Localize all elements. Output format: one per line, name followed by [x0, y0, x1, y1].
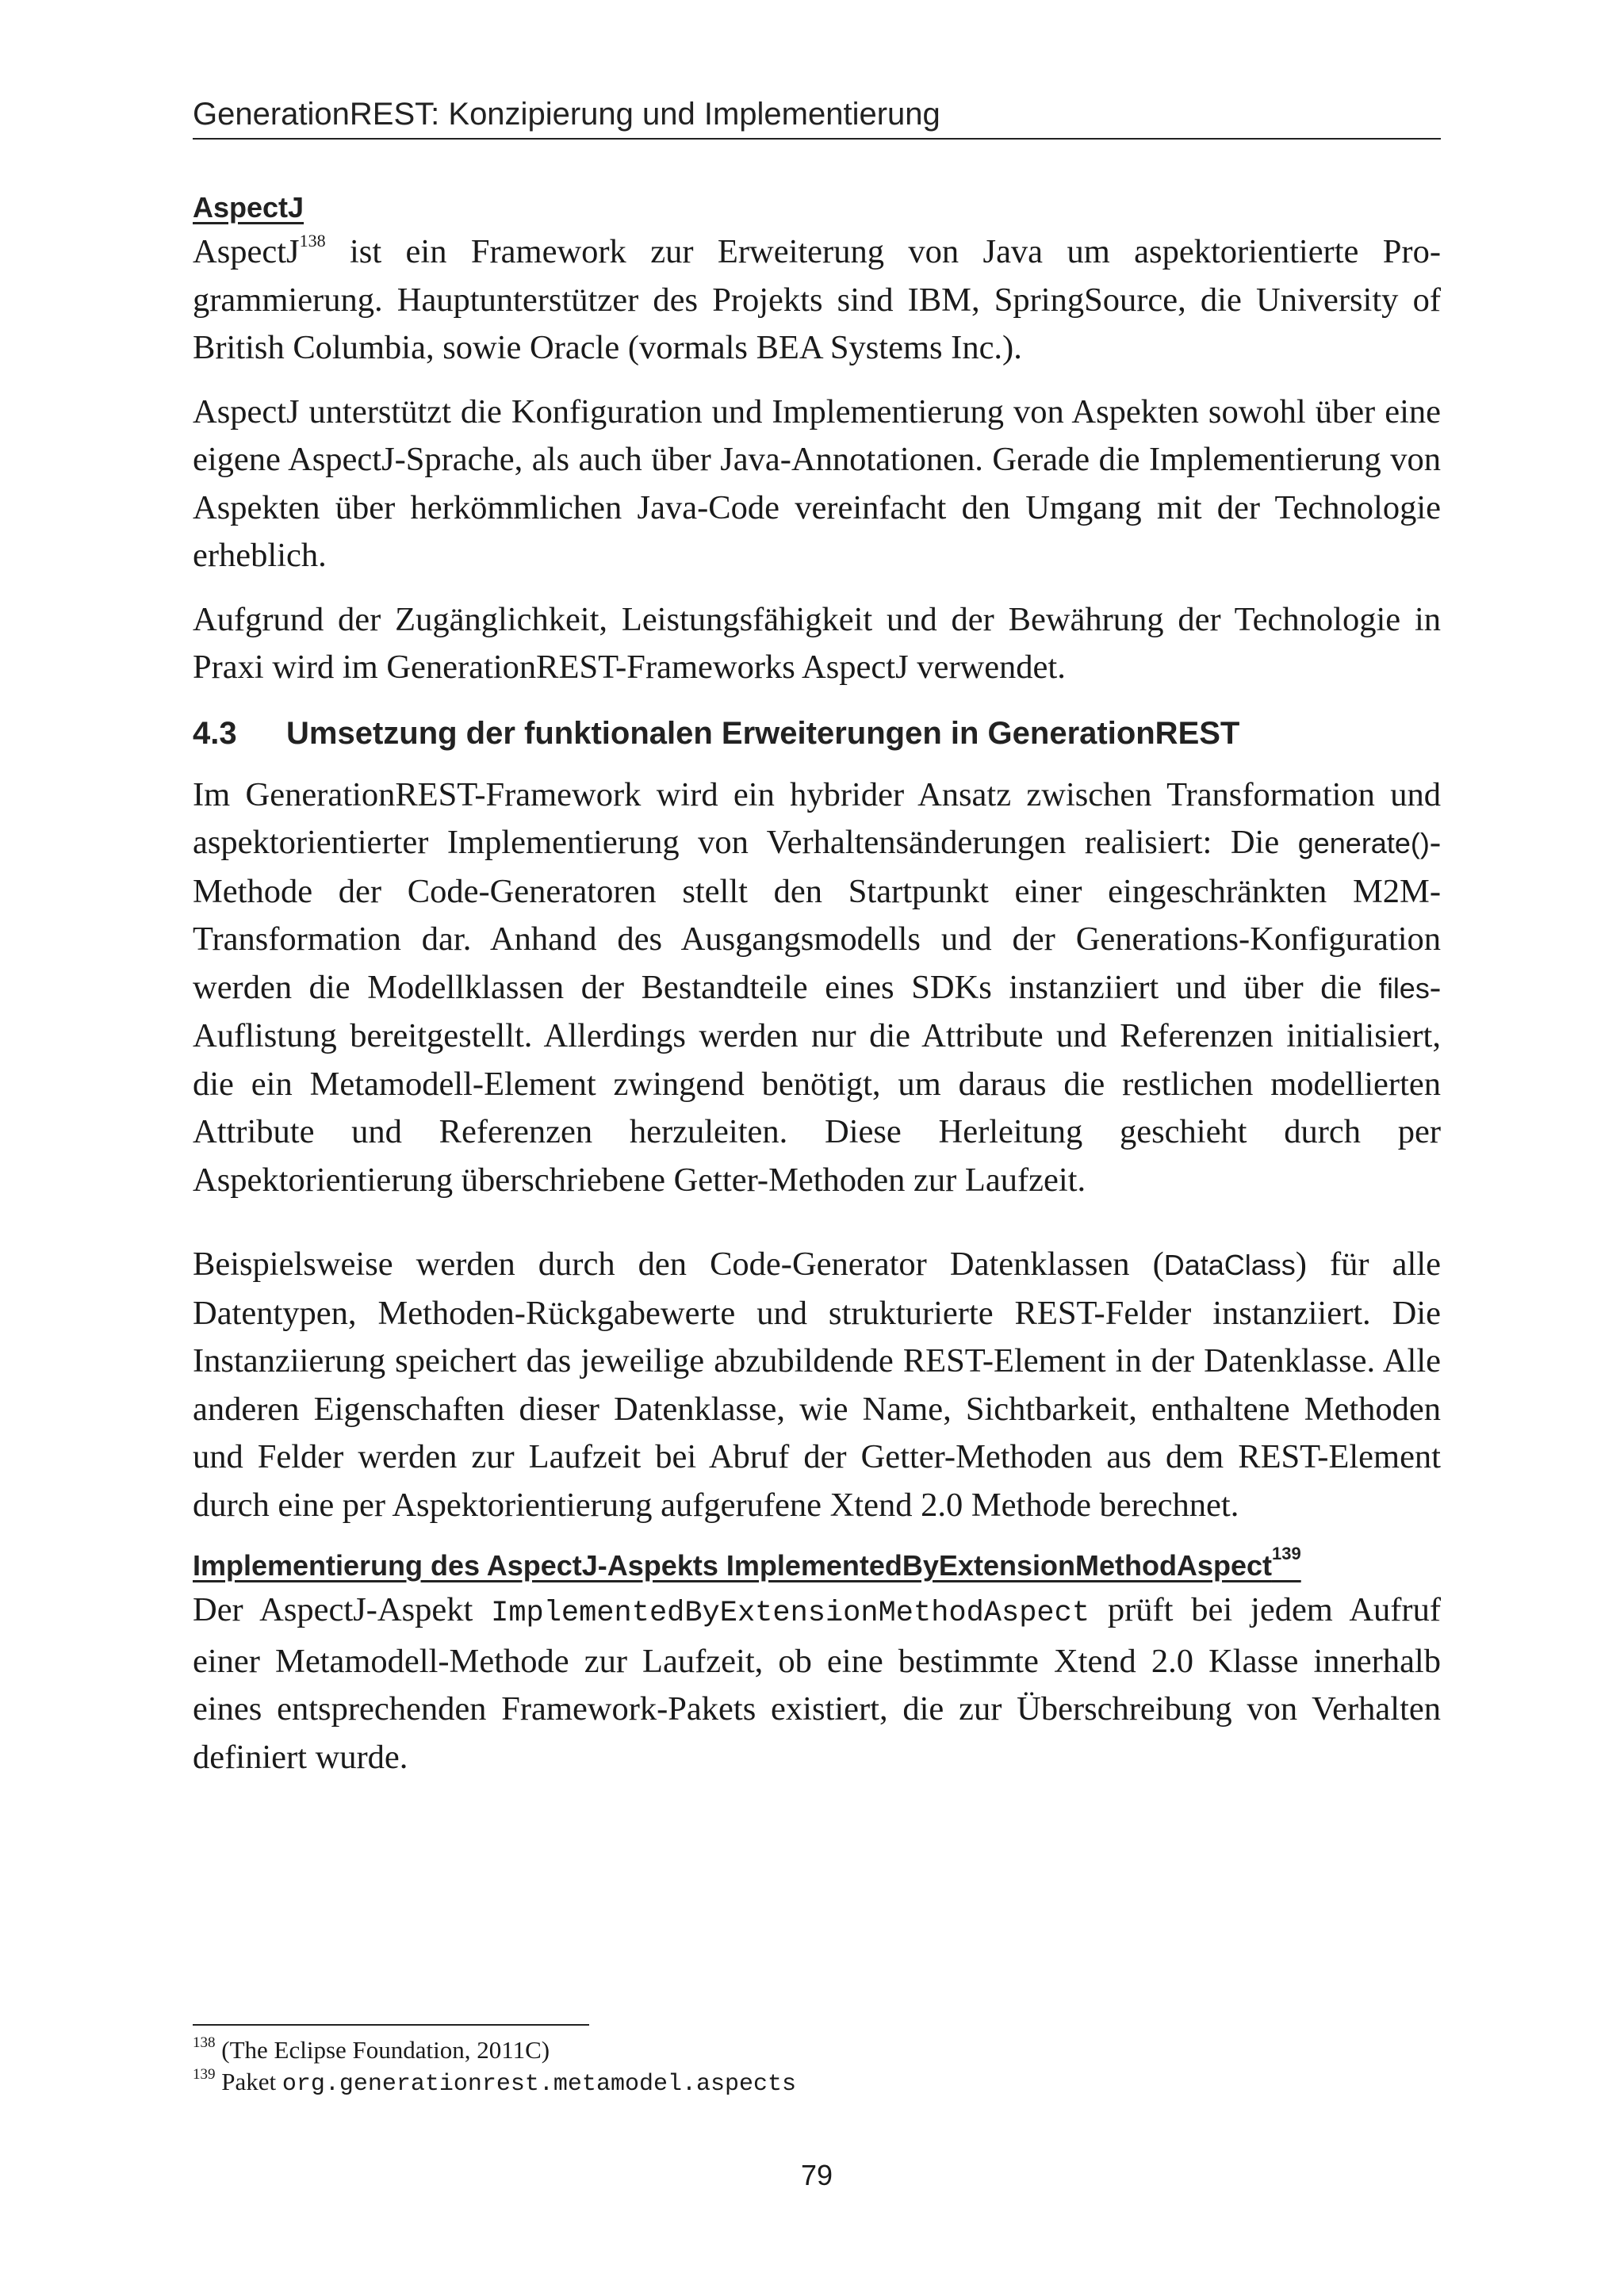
section-heading-4-3	[193, 713, 1441, 754]
footnote-code-package: org.generationrest.metamodel.aspects	[282, 2071, 796, 2098]
aspectj-paragraph-1-text: ist ein Framework zur Erweiterung von Java um aspektorientierte Programmierung. Hauptunterstützer des Projekts sind IBM, SpringSource, die University of British Columbia, sowie Oracle (vormals BEA Systems Inc.).	[193, 233, 1441, 366]
code-files: files	[1378, 971, 1430, 1004]
aspectj-paragraph-3: Aufgrund der Zugänglichkeit, Leistungsfähigkeit und der Bewährung der Technologie in Praxi wird im GenerationREST-Frameworks AspectJ verwendet.	[193, 600, 1441, 686]
header-rule	[193, 138, 1441, 140]
page-content	[193, 187, 1441, 1797]
aspectj-paragraph-2: AspectJ unterstützt die Konfiguration und Implementierung von Aspekten sowohl über eine eigene AspectJ-Sprache, als auch über Java-Annotationen. Gerade die Implementierung von Aspekten über herkömmlichen Java-Code vereinfacht den Umgang mit der Technologie erheblich.	[193, 392, 1441, 574]
para-text: prüft bei jedem Aufruf einer Metamodell-Methode zur Laufzeit, ob eine bestimmte Xtend 2.0 Klasse innerhalb eines entsprechenden Framework-Pakets existiert, die zur Überschreibung von Verhalten definiert wurde.	[193, 1591, 1441, 1776]
footnote-text: Paket	[221, 2068, 282, 2095]
section-4-3-paragraph-1	[193, 771, 1441, 1205]
code-aspect-class: ImplementedByExtensionMethodAspect	[491, 1597, 1090, 1630]
footnote-text: (The Eclipse Foundation, 2011C)	[221, 2036, 550, 2064]
aspectj-paragraph-1	[193, 228, 1441, 373]
section-number: 4.3	[193, 715, 237, 751]
footnote-138	[193, 2034, 1441, 2066]
footnote-139	[193, 2066, 1441, 2100]
aspectj-heading: AspectJ	[193, 191, 304, 224]
footnote-rule	[193, 2024, 589, 2026]
footnote-ref-139[interactable]: 139	[1271, 1544, 1301, 1563]
para-text: -Methode der Code-Generatoren stellt den Startpunkt einer eingeschränkten M2M-Transformation dar. Anhand des Ausgangsmodells und der Generations-Konfiguration werden die Modellklassen der Bestandteile eines SDKs instanziiert und über die	[193, 824, 1441, 1006]
code-generate-method: generate()	[1297, 827, 1430, 859]
code-dataclass: DataClass	[1163, 1249, 1296, 1281]
aspectj-term: AspectJ	[193, 233, 300, 270]
section-title: Umsetzung der funktionalen Erweiterungen in GenerationREST	[286, 715, 1240, 751]
footnote-number: 139	[193, 2066, 216, 2083]
para-text: Im GenerationREST-Framework wird ein hybrider Ansatz zwischen Transformation und aspektorientierter Implementierung von Verhaltensänderungen realisiert: Die	[193, 775, 1441, 861]
para-text: Der AspectJ-Aspekt	[193, 1591, 492, 1628]
footnote-number: 138	[193, 2034, 216, 2051]
page-number: 79	[800, 2159, 833, 2191]
footnotes	[193, 2034, 1441, 2100]
para-text: ) für alle Datentypen, Methoden-Rückgabewerte und strukturierte REST-Felder instanziiert. Die Instanziierung speichert das jeweilige abzubildende REST-Element in der Datenklasse. Alle anderen Eigenschaften dieser Datenklasse, wie Name, Sichtbarkeit, enthaltene Methoden und Felder werden zur Laufzeit bei Abruf der Getter-Methoden aus dem REST-Element durch eine per Aspektorientierung aufgerufene Xtend 2.0 Methode berechnet.	[193, 1246, 1441, 1524]
aspect-impl-heading-text: Implementierung des AspectJ-Aspekts ImplementedByExtensionMethodAspect	[193, 1549, 1272, 1582]
aspect-impl-heading	[193, 1545, 1441, 1586]
document-page	[193, 0, 1441, 2296]
running-header: GenerationREST: Konzipierung und Implementierung	[193, 97, 940, 132]
para-text: -Auflistung bereitgestellt. Allerdings werden nur die Attribute und Referenzen initialisiert, die ein Metamodell-Element zwingend benötigt, um daraus die restlichen modellierten Attribute und Referenzen herzuleiten. Diese Herleitung geschieht durch per Aspektorientierung überschriebene Getter-Methoden zur Laufzeit.	[193, 968, 1441, 1199]
section-4-3-paragraph-2	[193, 1241, 1441, 1529]
para-text: Beispielsweise werden durch den Code-Generator Datenklassen (	[193, 1246, 1164, 1283]
aspect-impl-paragraph	[193, 1586, 1441, 1781]
footnote-ref-138[interactable]: 138	[299, 231, 326, 251]
